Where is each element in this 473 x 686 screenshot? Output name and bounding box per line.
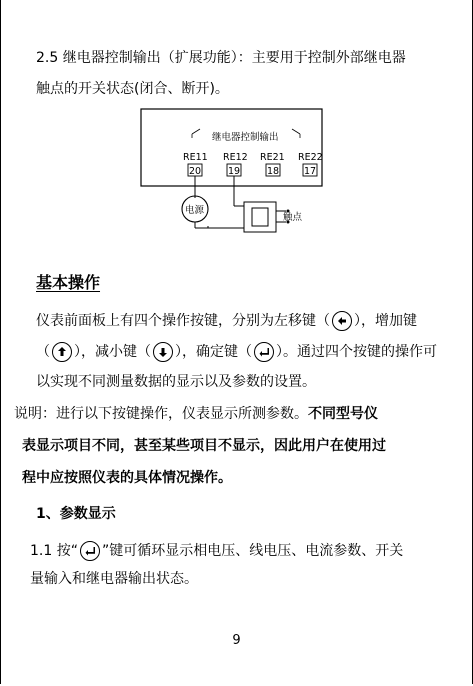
param-display-line2: 量输入和继电器输出状态。 [30,571,198,587]
note-line2: 表显示项目不同，甚至某些项目不显示，因此用户在使用过 [22,438,386,454]
basic-ops-p2-text-a: （ [36,344,50,360]
basic-ops-heading: 基本操作 [36,273,101,292]
relay-diagram [140,108,340,248]
note-text-a: 说明：进行以下按键操作，仪表显示所测参数。 [14,406,308,422]
diagram-label-re21: RE21 [260,152,285,163]
contact-label: 触点 [283,212,303,223]
enter-key-icon [80,541,100,561]
param-display-line1 [30,541,403,561]
param-display-heading: 1、参数显示 [36,506,116,522]
section-2-5-line2: 触点的开关状态(闭合、断开)。 [36,81,229,97]
basic-ops-para3: 以实现不同测量数据的显示以及参数的设置。 [36,374,316,390]
param-display-l1-text-a: 1.1 按“ [30,543,78,559]
basic-ops-p1-text-b: ），增加键 [354,313,417,329]
terminal-17-label: 17 [304,166,317,177]
left-shift-key-icon [332,311,352,331]
terminal-20-label: 20 [189,166,202,177]
relay-coil-box [244,202,276,232]
diagram-title: 继电器控制输出 [212,132,279,143]
terminal-18-label: 18 [267,166,280,177]
section-2-5-line1: 2.5 继电器控制输出（扩展功能）：主要用于控制外部继电器 [36,50,406,66]
note-line1 [14,405,378,423]
terminal-19-label: 19 [228,166,241,177]
increase-key-icon [52,342,72,362]
decrease-key-icon [153,342,173,362]
basic-ops-p2-text-b: ），减小键（ [74,344,151,360]
enter-key-icon [254,342,274,362]
note-text-b: 不同型号仪 [308,406,378,422]
basic-ops-p2-text-c: ），确定键（ [175,344,252,360]
diagram-label-re11: RE11 [183,152,208,163]
basic-ops-p1-text-a: 仪表前面板上有四个操作按键，分别为左移键（ [36,313,330,329]
power-source-label: 电源 [185,205,205,216]
diagram-label-re22: RE22 [298,152,323,163]
diagram-label-re12: RE12 [223,152,248,163]
param-display-l1-text-b: ”键可循环显示相电压、线电压、电流参数、开关 [101,543,404,559]
basic-ops-para1 [36,311,417,331]
note-line3: 程中应按照仪表的具体情况操作。 [22,470,232,486]
page-number: 9 [232,633,241,648]
basic-ops-para2 [36,342,437,362]
basic-ops-p2-text-d: ）。通过四个按键的操作可 [276,344,437,360]
